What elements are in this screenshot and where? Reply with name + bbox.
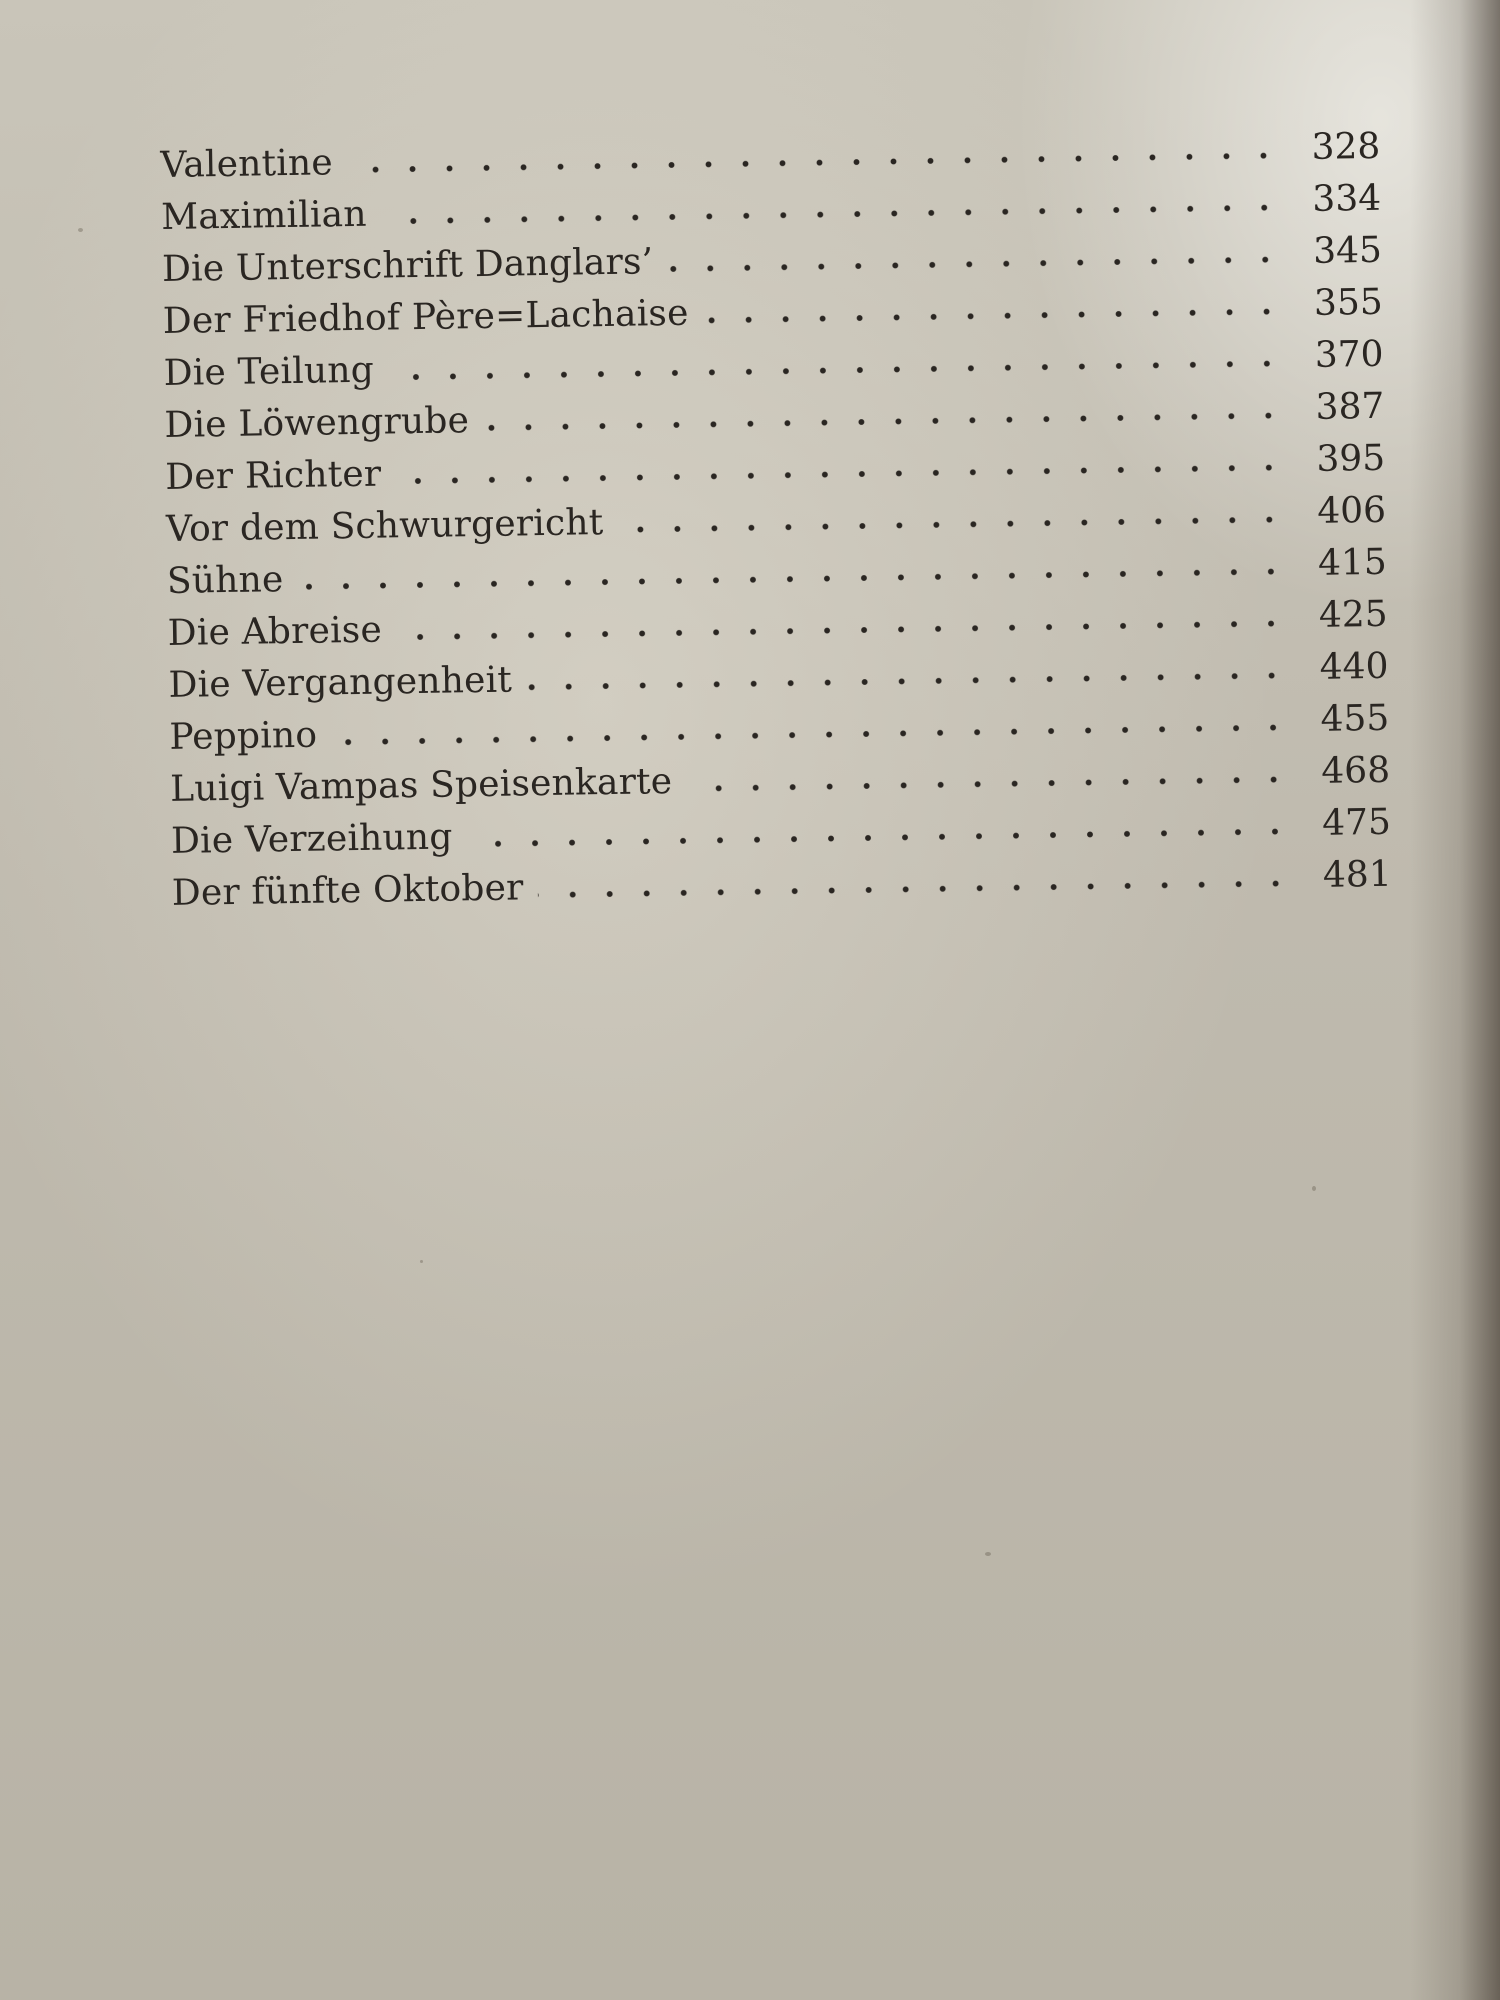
toc-entry-page: 334 — [1312, 177, 1382, 220]
dot-leader — [703, 307, 1285, 324]
toc-entry-title: Der fünfte Oktober — [171, 867, 524, 914]
toc-entry-title: Peppino — [169, 714, 318, 758]
dot-leader — [467, 827, 1293, 848]
toc-entry-title: Die Teilung — [163, 349, 375, 394]
toc-entry-title: Sühne — [166, 559, 284, 602]
paper-speck — [78, 228, 83, 232]
toc-entry-title: Maximilian — [160, 193, 367, 238]
toc-entry-title: Die Vergangenheit — [168, 659, 513, 706]
toc-entry-title: Luigi Vampas Speisenkarte — [169, 761, 673, 810]
toc-entry-page: 455 — [1320, 697, 1390, 740]
paper-speck — [420, 1260, 423, 1263]
toc-entry-title: Die Abreise — [167, 609, 383, 654]
dot-leader — [483, 411, 1286, 432]
dot-leader — [395, 463, 1287, 485]
toc-entry-page: 370 — [1314, 333, 1384, 376]
toc-entry-title: Der Friedhof Père=Lachaise — [162, 292, 689, 342]
toc-entry-title: Die Verzeihung — [170, 816, 453, 862]
toc-entry-page: 468 — [1321, 749, 1391, 792]
toc-entry-page: 425 — [1318, 593, 1388, 636]
toc-entry-page: 481 — [1322, 853, 1393, 896]
page-edge-shadow — [1410, 0, 1500, 2000]
toc-entry-page: 406 — [1316, 489, 1387, 532]
toc-entry-title: Vor dem Schwurgericht — [165, 502, 604, 550]
toc-entry-title: Die Unterschrift Danglars’ — [161, 241, 654, 290]
toc-entry-page: 440 — [1319, 645, 1389, 688]
dot-leader — [331, 723, 1291, 746]
toc-entry-title: Valentine — [160, 142, 334, 186]
toc-entry-page: 345 — [1312, 229, 1383, 272]
toc-entry-page: 328 — [1311, 125, 1381, 168]
dot-leader — [381, 203, 1284, 225]
dot-leader — [396, 619, 1290, 641]
dot-leader — [526, 671, 1291, 691]
toc-entry-title: Die Löwengrube — [164, 400, 470, 446]
toc-entry-page: 415 — [1317, 541, 1388, 584]
toc-entry-page: 395 — [1316, 437, 1386, 480]
dot-leader — [388, 359, 1286, 381]
toc-entry-title: Der Richter — [164, 453, 382, 498]
dot-leader — [667, 255, 1284, 273]
table-of-contents — [160, 121, 1392, 920]
toc-entry-page: 387 — [1315, 385, 1385, 428]
paper-speck — [985, 1552, 991, 1556]
dot-leader — [298, 567, 1289, 591]
dot-leader — [617, 515, 1288, 534]
dot-leader — [686, 775, 1292, 793]
paper-speck — [1312, 1186, 1316, 1191]
toc-entry-page: 475 — [1321, 801, 1392, 844]
toc-entry-page: 355 — [1313, 281, 1384, 324]
dot-leader — [538, 879, 1294, 899]
dot-leader — [347, 151, 1283, 174]
